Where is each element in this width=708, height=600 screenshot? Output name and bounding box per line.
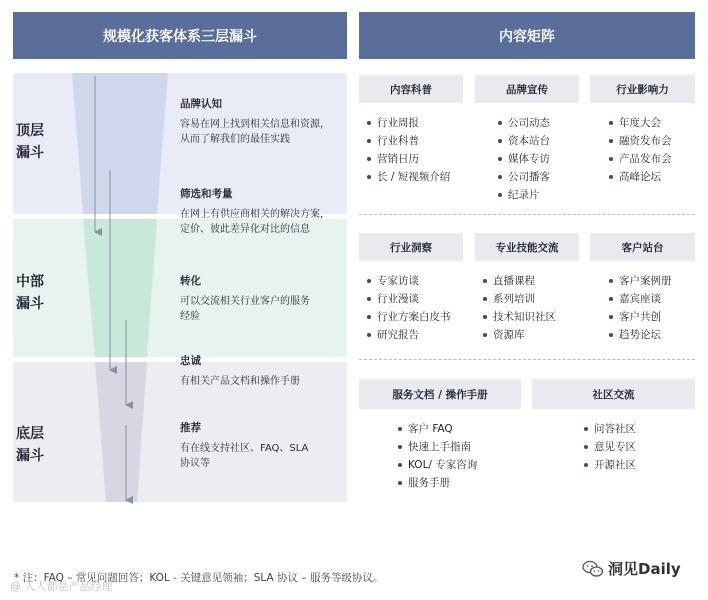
category-industry-influence: 行业影响力 — [590, 75, 695, 103]
stage-title: 忠诚 — [180, 355, 201, 367]
funnel-bottom-section — [95, 362, 147, 502]
community-list — [584, 420, 636, 474]
stage-desc: 容易在网上找到相关信息和资源， 从而了解我们的最佳实践 — [180, 119, 330, 145]
level-label-line: 中部 — [16, 274, 44, 290]
section-divider — [359, 359, 695, 360]
brand-promotion-list — [498, 114, 550, 204]
list-item: 行业科普 — [367, 132, 450, 150]
list-item: 行业漫谈 — [367, 290, 451, 308]
content-education-list — [367, 114, 450, 186]
category-content-education: 内容科普 — [359, 75, 463, 103]
list-item: 公司动态 — [498, 114, 550, 132]
list-item: 快速上手指南 — [398, 438, 477, 456]
category-service-docs: 服务文档 / 操作手册 — [359, 379, 521, 409]
level-label-line: 底层 — [16, 426, 44, 442]
list-item: 嘉宾座谈 — [609, 290, 672, 308]
list-item: 行业方案白皮书 — [367, 308, 451, 326]
funnel-header: 规模化获客体系三层漏斗 — [13, 12, 347, 59]
list-item: 融资发布会 — [609, 132, 672, 150]
list-item: 开源社区 — [584, 456, 636, 474]
list-item: 技术知识社区 — [483, 308, 556, 326]
list-item: 服务手册 — [398, 474, 477, 492]
customer-endorsement-list — [609, 272, 672, 344]
list-item: 意见专区 — [584, 438, 636, 456]
list-item: 系列培训 — [483, 290, 556, 308]
industry-influence-list — [609, 114, 672, 186]
stage-desc: 有在线支持社区、FAQ、SLA 协议等 — [180, 443, 309, 469]
section-divider — [359, 214, 695, 215]
middle-funnel-label — [16, 271, 56, 315]
bottom-funnel-label — [16, 423, 56, 467]
footnote: * 注：FAQ – 常见问题回答；KOL - 关键意见领袖；SLA 协议 – 服务等级协议。 — [14, 572, 384, 584]
list-item: 高峰论坛 — [609, 168, 672, 186]
list-item: 专家访谈 — [367, 272, 451, 290]
list-item: KOL/ 专家咨询 — [398, 456, 477, 474]
list-item: 长 / 短视频介绍 — [367, 168, 450, 186]
list-item: 客户 FAQ — [398, 420, 477, 438]
watermark-left: @ 人人都是产品经理 — [10, 580, 113, 593]
list-item: 问答社区 — [584, 420, 636, 438]
list-item: 资源库 — [483, 326, 556, 344]
watermark-right: 洞见Daily — [608, 560, 681, 578]
list-item: 客户案例册 — [609, 272, 672, 290]
stage-title: 转化 — [180, 275, 201, 287]
category-brand-promotion: 品牌宣传 — [475, 75, 579, 103]
category-customer-endorsement: 客户站台 — [590, 233, 695, 261]
list-item: 客户共创 — [609, 308, 672, 326]
wechat-icon — [582, 560, 604, 578]
list-item: 资本站台 — [498, 132, 550, 150]
list-item: 媒体专访 — [498, 150, 550, 168]
list-item: 纪录片 — [498, 186, 550, 204]
level-label-line: 顶层 — [16, 123, 44, 139]
stage-referral — [180, 420, 350, 471]
level-label-line: 漏斗 — [16, 296, 44, 312]
stage-desc: 在网上有供应商相关的解决方案， 定价、彼此差异化对比的信息 — [180, 209, 330, 235]
stage-title: 筛选和考量 — [180, 188, 233, 200]
stage-desc: 有相关产品文档和操作手册 — [180, 376, 300, 387]
list-item: 公司播客 — [498, 168, 550, 186]
stage-brand-awareness — [180, 96, 350, 147]
matrix-header: 内容矩阵 — [359, 12, 695, 59]
level-label-line: 漏斗 — [16, 448, 44, 464]
list-item: 研究报告 — [367, 326, 451, 344]
category-industry-insight: 行业洞察 — [359, 233, 463, 261]
list-item: 产品发布会 — [609, 150, 672, 168]
level-label-line: 漏斗 — [16, 145, 44, 161]
list-item: 直播课程 — [483, 272, 556, 290]
stage-screening — [180, 186, 350, 237]
funnel-middle-section — [83, 219, 157, 357]
top-funnel-label — [16, 120, 56, 164]
funnel-top-section — [72, 73, 168, 214]
stage-title: 推荐 — [180, 422, 201, 434]
stage-desc: 可以交流相关行业客户的服务 经验 — [180, 296, 310, 322]
stage-conversion — [180, 273, 350, 324]
stage-loyalty — [180, 353, 350, 389]
service-docs-list — [398, 420, 477, 492]
list-item: 营销日历 — [367, 150, 450, 168]
stage-title: 品牌认知 — [180, 98, 222, 110]
industry-insight-list — [367, 272, 451, 344]
category-skill-exchange: 专业技能交流 — [475, 233, 579, 261]
skill-exchange-list — [483, 272, 556, 344]
list-item: 行业周报 — [367, 114, 450, 132]
list-item: 趋势论坛 — [609, 326, 672, 344]
category-community: 社区交流 — [532, 379, 695, 409]
list-item: 年度大会 — [609, 114, 672, 132]
